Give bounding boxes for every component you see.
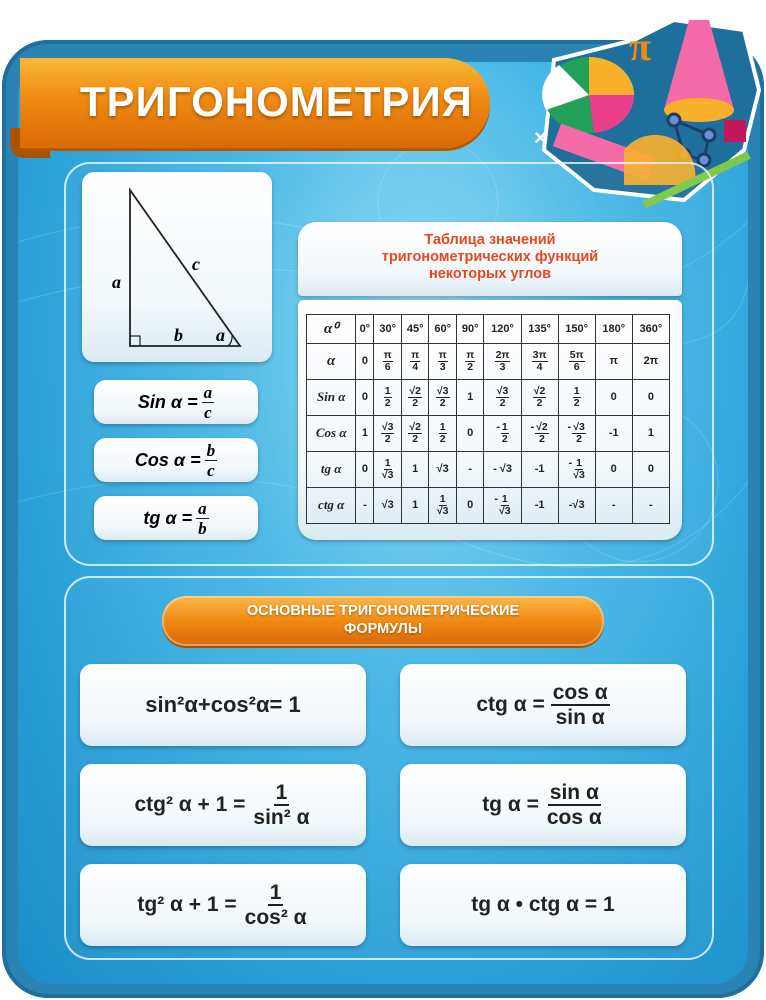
cell-fraction xyxy=(532,350,548,373)
cell-numerator: 1 xyxy=(439,421,446,434)
cell-numerator: √2 xyxy=(536,421,548,434)
cell-fraction xyxy=(439,422,447,445)
sin-definition-den: c xyxy=(204,402,212,422)
degrees-row-cell-5: 120° xyxy=(484,315,521,344)
cell-denominator: 2 xyxy=(499,397,506,410)
cell-fraction xyxy=(496,386,510,409)
ctg-row xyxy=(307,487,670,523)
cos-row-cell-1 xyxy=(374,415,402,451)
formula-tg-squared-lhs: tg² α + 1 = xyxy=(137,893,237,916)
cell-fraction xyxy=(533,386,547,409)
cell-fraction xyxy=(382,458,394,481)
page-title: ТРИГОНОМЕТРИЯ xyxy=(80,78,473,125)
cell-fraction xyxy=(437,494,449,517)
cell-fraction xyxy=(501,422,509,445)
sin-row-cell-8 xyxy=(595,379,632,415)
cell-fraction xyxy=(573,458,585,481)
cell-value: √3 xyxy=(436,463,449,476)
sin-row-cell-4 xyxy=(456,379,484,415)
formula-ctg-definition xyxy=(400,664,686,746)
ctg-row-cell-2 xyxy=(401,487,429,523)
cell-fraction xyxy=(569,350,585,373)
cell-denominator: 2 xyxy=(573,397,580,410)
cell-numerator: √3 xyxy=(573,421,585,434)
cos-row-cell-3 xyxy=(429,415,457,451)
ctg-row-label: ctg α xyxy=(307,487,356,523)
ctg-row-cell-5 xyxy=(484,487,521,523)
cell-value: 0 xyxy=(361,355,368,368)
sin-definition-card xyxy=(94,380,258,424)
cell-fraction xyxy=(572,422,586,445)
sin-definition-lhs: Sin α = xyxy=(137,391,198,412)
cell-numerator: 1 xyxy=(576,457,582,470)
cell-denominator: 4 xyxy=(412,361,419,374)
cell-denominator: √3 xyxy=(573,469,585,482)
formula-ctg-squared-fraction xyxy=(251,782,311,828)
degrees-row-cell-6: 135° xyxy=(521,315,558,344)
radians-row-cell-2 xyxy=(401,343,429,379)
radians-row-cell-0 xyxy=(356,343,374,379)
ctg-row-cell-6 xyxy=(521,487,558,523)
cell-fraction xyxy=(408,386,422,409)
cell-numerator: 1 xyxy=(501,493,508,506)
degrees-row-label: α⁰ xyxy=(307,315,356,344)
tg-row-cell-6 xyxy=(521,451,558,487)
cell-value: -1 xyxy=(534,499,545,512)
radians-row xyxy=(307,343,670,379)
degrees-row-cell-0: 0° xyxy=(356,315,374,344)
sin-row-cell-2 xyxy=(401,379,429,415)
cell-value: 0 xyxy=(361,391,368,404)
cell-fraction xyxy=(381,422,395,445)
cell-denominator: 2 xyxy=(467,361,474,374)
sin-row-label: Sin α xyxy=(307,379,356,415)
cell-numerator: 3π xyxy=(532,349,547,362)
formula-tg-squared-den: cos² α xyxy=(244,906,307,929)
table-title-line3: некоторых углов xyxy=(428,266,552,282)
cell-numerator: π xyxy=(411,349,420,362)
cos-row-cell-8 xyxy=(595,415,632,451)
cell-value: 1 xyxy=(412,463,419,476)
degrees-row-cell-3: 60° xyxy=(429,315,457,344)
cell-fraction xyxy=(465,350,475,373)
radians-row-cell-6 xyxy=(521,343,558,379)
cell-denominator: 2 xyxy=(538,433,545,446)
cell-denominator: 4 xyxy=(536,361,543,374)
sin-row-cell-7 xyxy=(558,379,595,415)
side-b-label: b xyxy=(174,325,183,345)
cell-denominator: 6 xyxy=(573,361,580,374)
sin-row-cell-9 xyxy=(632,379,669,415)
cell-denominator: 2 xyxy=(501,433,508,446)
cell-value: - xyxy=(468,463,473,476)
cell-denominator: √3 xyxy=(436,505,449,518)
degrees-row-cell-7: 150° xyxy=(558,315,595,344)
ctg-row-cell-9 xyxy=(632,487,669,523)
cell-denominator: √3 xyxy=(381,469,394,482)
cell-value: 2π xyxy=(643,355,659,368)
sin-definition-fraction xyxy=(202,384,215,421)
cell-numerator: 1 xyxy=(501,421,508,434)
cell-value: 1 xyxy=(467,391,474,404)
cos-row-label: Cos α xyxy=(307,415,356,451)
cell-numerator: √3 xyxy=(381,421,394,434)
triangle-card xyxy=(82,172,272,362)
sin-row-cell-6 xyxy=(521,379,558,415)
sin-row-cell-5 xyxy=(484,379,521,415)
formula-tg-ctg-product-text: tg α • ctg α = 1 xyxy=(471,893,615,916)
tg-definition-fraction xyxy=(196,500,209,537)
svg-text:×: × xyxy=(534,125,547,150)
sin-row-cell-0 xyxy=(356,379,374,415)
table-title-card xyxy=(298,222,682,296)
trig-table-wrap xyxy=(306,314,670,524)
cell-numerator: 1 xyxy=(439,493,446,506)
formula-ctg-squared-num: 1 xyxy=(275,781,288,804)
cos-definition-lhs: Cos α = xyxy=(134,449,201,470)
ctg-row-cell-7 xyxy=(558,487,595,523)
cell-numerator: 5π xyxy=(569,349,584,362)
cell-value: - xyxy=(611,499,616,512)
tg-definition-card xyxy=(94,496,258,540)
sin-row-cell-3 xyxy=(429,379,457,415)
tg-row-cell-2 xyxy=(401,451,429,487)
cell-fraction xyxy=(573,386,581,409)
cell-fraction xyxy=(499,494,511,517)
formula-tg-definition xyxy=(400,764,686,846)
table-title-line2: тригонометрических функций xyxy=(381,249,599,265)
radians-row-cell-4 xyxy=(456,343,484,379)
radians-row-cell-5 xyxy=(484,343,521,379)
tg-row-cell-8 xyxy=(595,451,632,487)
formula-ctg-squared-den: sin² α xyxy=(253,806,310,829)
sin-row xyxy=(307,379,670,415)
formulas-header xyxy=(162,596,604,646)
cell-value: -√3 xyxy=(568,499,585,512)
cell-denominator: 3 xyxy=(439,361,446,374)
radians-row-cell-8 xyxy=(595,343,632,379)
degrees-row-cell-1: 30° xyxy=(374,315,402,344)
formula-tg-ctg-product xyxy=(400,864,686,946)
tg-row-cell-4 xyxy=(456,451,484,487)
cell-sign: - xyxy=(567,421,572,434)
formula-ctg-num: cos α xyxy=(552,681,608,704)
formula-tg-fraction xyxy=(545,782,604,828)
cell-denominator: 2 xyxy=(439,433,446,446)
cell-value: 0 xyxy=(467,427,474,440)
tg-row-cell-1 xyxy=(374,451,402,487)
tg-row-cell-9 xyxy=(632,451,669,487)
cell-numerator: √3 xyxy=(436,385,449,398)
formula-ctg-squared xyxy=(80,764,366,846)
tg-row-cell-3 xyxy=(429,451,457,487)
cell-numerator: π xyxy=(383,349,392,362)
cell-numerator: √2 xyxy=(409,385,421,398)
cell-numerator: 1 xyxy=(573,385,580,398)
tg-row xyxy=(307,451,670,487)
cell-fraction xyxy=(384,386,392,409)
cell-value: 0 xyxy=(361,463,368,476)
cell-sign: - xyxy=(496,421,500,434)
cell-value: 0 xyxy=(467,499,474,512)
formula-tg-squared xyxy=(80,864,366,946)
tg-row-cell-5 xyxy=(484,451,521,487)
sin-definition-num: a xyxy=(203,382,213,402)
formula-ctg-lhs: ctg α = xyxy=(476,693,545,716)
formula-ctg-squared-lhs: ctg² α + 1 = xyxy=(134,793,246,816)
cell-fraction xyxy=(410,350,420,373)
formula-tg-squared-num: 1 xyxy=(269,881,282,904)
cell-fraction xyxy=(436,386,450,409)
formula-tg-squared-fraction xyxy=(243,882,309,928)
ctg-row-cell-1 xyxy=(374,487,402,523)
cell-sign: - xyxy=(494,493,499,506)
cell-numerator: 2π xyxy=(495,349,510,362)
tg-row-label: tg α xyxy=(307,451,356,487)
cell-denominator: 2 xyxy=(439,397,446,410)
cell-value: 0 xyxy=(610,391,617,404)
cell-value: 0 xyxy=(610,463,617,476)
cell-value: -1 xyxy=(608,427,619,440)
angle-label: a xyxy=(216,325,225,345)
side-a-label: a xyxy=(112,272,121,292)
formula-pythagorean-text: sin²α+cos²α= 1 xyxy=(145,692,301,717)
cell-denominator: 2 xyxy=(536,397,543,410)
tg-definition-num: a xyxy=(198,498,207,518)
cos-row-cell-4 xyxy=(456,415,484,451)
ctg-row-cell-3 xyxy=(429,487,457,523)
cell-fraction xyxy=(495,350,511,373)
cell-value: - xyxy=(363,499,367,512)
cos-row-cell-5 xyxy=(484,415,521,451)
cell-numerator: √3 xyxy=(496,385,509,398)
cell-denominator: 2 xyxy=(384,397,391,410)
ctg-row-cell-0 xyxy=(356,487,374,523)
cell-denominator: 6 xyxy=(384,361,391,374)
cell-numerator: 1 xyxy=(384,385,391,398)
formula-ctg-fraction xyxy=(551,682,610,728)
tg-row-cell-0 xyxy=(356,451,374,487)
cos-row-cell-6 xyxy=(521,415,558,451)
trig-table-card xyxy=(298,300,682,540)
cell-numerator: √2 xyxy=(533,385,546,398)
cos-row-cell-7 xyxy=(558,415,595,451)
cell-denominator: 2 xyxy=(412,397,419,410)
cell-value: - xyxy=(649,499,653,512)
cos-definition-card xyxy=(94,438,258,482)
ctg-row-cell-4 xyxy=(456,487,484,523)
cell-denominator: √3 xyxy=(499,505,511,518)
cell-denominator: 2 xyxy=(384,433,391,446)
formula-tg-lhs: tg α = xyxy=(482,793,539,816)
cell-denominator: 2 xyxy=(412,433,419,446)
cell-value: 1 xyxy=(647,427,654,440)
sin-row-cell-1 xyxy=(374,379,402,415)
table-title-line1: Таблица значений xyxy=(424,232,556,248)
degrees-row-cell-2: 45° xyxy=(401,315,429,344)
degrees-row-cell-9: 360° xyxy=(632,315,669,344)
cell-fraction xyxy=(535,422,549,445)
cell-value: √3 xyxy=(381,499,394,512)
cos-row-cell-0 xyxy=(356,415,374,451)
cell-value: 0 xyxy=(647,463,654,476)
tg-definition-lhs: tg α = xyxy=(143,507,193,528)
radians-row-label: α xyxy=(307,343,356,379)
cos-row-cell-2 xyxy=(401,415,429,451)
cos-row xyxy=(307,415,670,451)
side-c-label: c xyxy=(192,254,200,274)
svg-text:π: π xyxy=(629,24,651,69)
cell-numerator: π xyxy=(466,349,475,362)
cell-value: 1 xyxy=(412,499,419,512)
formula-tg-num: sin α xyxy=(549,781,599,804)
radians-row-cell-1 xyxy=(374,343,402,379)
cell-fraction xyxy=(438,350,448,373)
cos-row-cell-9 xyxy=(632,415,669,451)
tg-definition-den: b xyxy=(198,518,207,538)
cell-numerator: √2 xyxy=(409,421,421,434)
cell-numerator: π xyxy=(438,349,447,362)
formulas-header-line2: ФОРМУЛЫ xyxy=(343,621,423,637)
degrees-row xyxy=(307,315,670,344)
degrees-row-cell-4: 90° xyxy=(456,315,484,344)
cell-denominator: 2 xyxy=(576,433,582,446)
degrees-row-cell-8: 180° xyxy=(595,315,632,344)
cell-fraction xyxy=(383,350,393,373)
ctg-row-cell-8 xyxy=(595,487,632,523)
cell-sign: - xyxy=(530,421,535,434)
formula-pythagorean-identity xyxy=(80,664,366,746)
radians-row-cell-3 xyxy=(429,343,457,379)
formula-tg-den: cos α xyxy=(546,806,602,829)
cell-sign: - xyxy=(568,457,573,470)
radians-row-cell-7 xyxy=(558,343,595,379)
cos-definition-den: c xyxy=(207,460,215,480)
radians-row-cell-9 xyxy=(632,343,669,379)
trig-values-table xyxy=(306,314,670,524)
cell-value: - √3 xyxy=(493,463,512,476)
formula-ctg-den: sin α xyxy=(555,706,605,729)
cell-value: π xyxy=(609,355,618,368)
cell-fraction xyxy=(408,422,422,445)
cell-value: 1 xyxy=(361,427,368,440)
tg-row-cell-7 xyxy=(558,451,595,487)
cell-denominator: 3 xyxy=(499,361,506,374)
cos-definition-fraction xyxy=(205,442,218,479)
formulas-header-line1: ОСНОВНЫЕ ТРИГОНОМЕТРИЧЕСКИЕ xyxy=(246,603,520,619)
cell-numerator: 1 xyxy=(384,457,391,470)
cos-definition-num: b xyxy=(206,440,216,460)
cell-value: 0 xyxy=(647,391,654,404)
cell-value: -1 xyxy=(534,463,545,476)
